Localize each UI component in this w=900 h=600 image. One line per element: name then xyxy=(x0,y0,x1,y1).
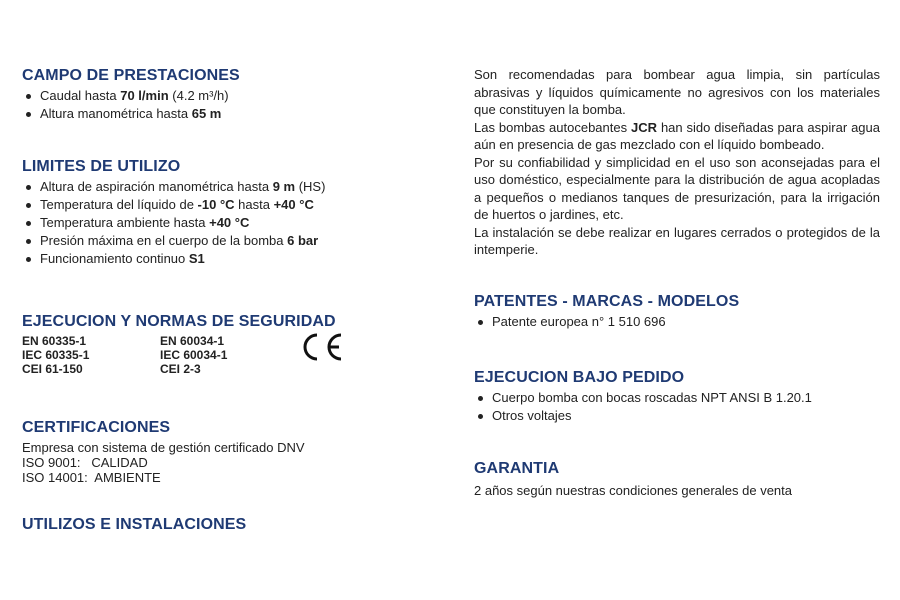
norm-code: EN 60034-1 xyxy=(160,334,225,348)
section-utilizos xyxy=(22,515,442,534)
section-title: PATENTES - MARCAS - MODELOS xyxy=(474,293,740,310)
norm-code: EN 60335-1 xyxy=(22,334,87,348)
list-item: Funcionamiento continuo S1 xyxy=(22,250,442,268)
cert-line: ISO 14001: AMBIENTE xyxy=(22,470,161,485)
section-limites-utilizo xyxy=(22,157,442,268)
section-title: CERTIFICACIONES xyxy=(22,419,171,436)
section-title: EJECUCION Y NORMAS DE SEGURIDAD xyxy=(22,313,336,330)
list-item: Patente europea n° 1 510 696 xyxy=(474,313,880,331)
list-item: Altura manométrica hasta 65 m xyxy=(22,105,442,123)
section-title: EJECUCION BAJO PEDIDO xyxy=(474,369,685,386)
list-item: Temperatura del líquido de -10 °C hasta +40 °C xyxy=(22,196,442,214)
patentes-list xyxy=(474,313,880,331)
section-patentes xyxy=(474,292,880,331)
list-item: Otros voltajes xyxy=(474,407,880,425)
section-campo-prestaciones xyxy=(22,66,442,123)
cert-line: ISO 9001: CALIDAD xyxy=(22,455,148,470)
garantia-text: 2 años según nuestras condiciones generales de venta xyxy=(474,483,792,498)
section-bajo-pedido xyxy=(474,368,880,425)
section-certificaciones xyxy=(22,418,442,485)
section-ejecucion-normas xyxy=(22,312,442,382)
norm-code: CEI 2-3 xyxy=(160,362,201,376)
section-title: CAMPO DE PRESTACIONES xyxy=(22,67,240,84)
ce-mark-icon xyxy=(297,330,345,364)
cert-line: Empresa con sistema de gestión certificado DNV xyxy=(22,440,305,455)
section-garantia xyxy=(474,459,880,498)
section-title: GARANTIA xyxy=(474,460,560,477)
section-title: UTILIZOS E INSTALACIONES xyxy=(22,516,247,533)
list-item: Altura de aspiración manométrica hasta 9 m (HS) xyxy=(22,178,442,196)
limites-list xyxy=(22,178,442,268)
list-item: Temperatura ambiente hasta +40 °C xyxy=(22,214,442,232)
list-item: Caudal hasta 70 l/min (4.2 m³/h) xyxy=(22,87,442,105)
bajo-pedido-list xyxy=(474,389,880,425)
paragraph: Son recomendadas para bombear agua limpia, sin partículas abrasivas y líquidos químicamente no agresivos con los materiales que constituyen la bomba. xyxy=(474,67,880,117)
usage-description xyxy=(474,66,880,259)
list-item: Presión máxima en el cuerpo de la bomba 6 bar xyxy=(22,232,442,250)
section-title: LIMITES DE UTILIZO xyxy=(22,158,181,175)
campo-list xyxy=(22,87,442,123)
paragraph: Las bombas autocebantes JCR han sido diseñadas para aspirar agua aún en presencia de gas mezclado con el líquido bombeado. xyxy=(474,119,880,152)
paragraph: La instalación se debe realizar en lugares cerrados o protegidos de la intemperie. xyxy=(474,224,880,257)
norm-code: IEC 60335-1 xyxy=(22,348,90,362)
paragraph: Por su confiabilidad y simplicidad en el uso son aconsejadas para el uso doméstico, especialmente para la distribución de agua acopladas a pequeños o medianos tanques de presurización, para la irrigación de huertos o jardines, etc. xyxy=(474,154,880,222)
norm-code: CEI 61-150 xyxy=(22,362,83,376)
list-item: Cuerpo bomba con bocas roscadas NPT ANSI B 1.20.1 xyxy=(474,389,880,407)
norm-code: IEC 60034-1 xyxy=(160,348,228,362)
